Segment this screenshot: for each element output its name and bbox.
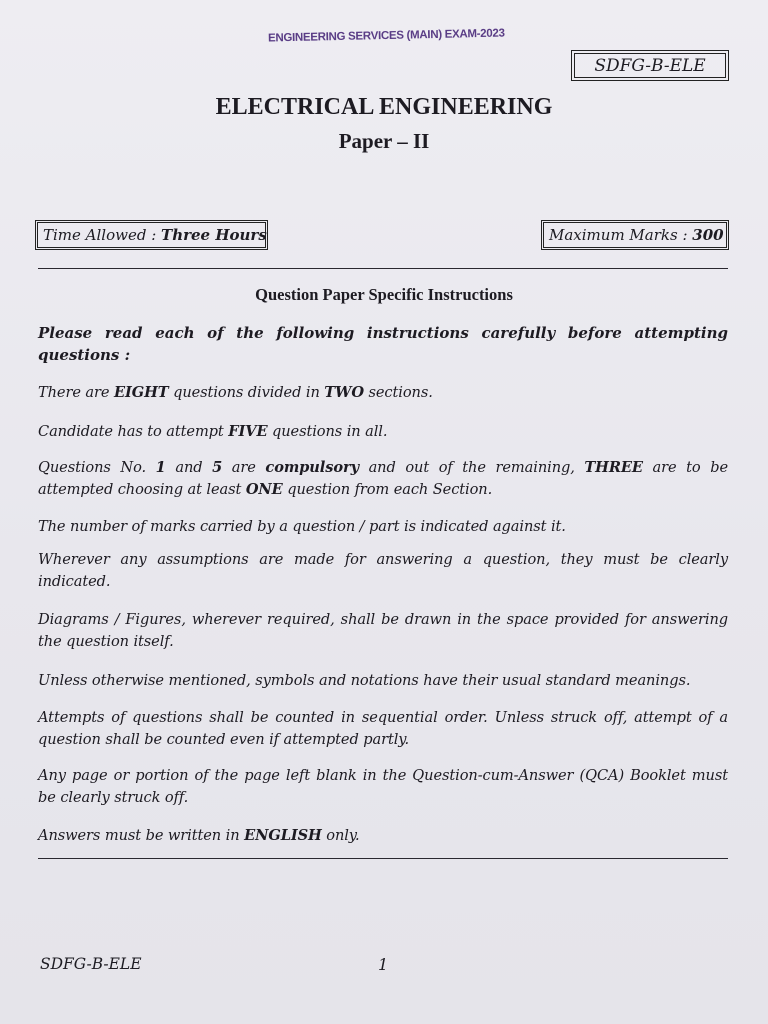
top-divider [38,268,728,269]
instruction-item: Wherever any assumptions are made for answering a question, they must be clearly indicated. [38,551,728,590]
page-number: 1 [378,955,389,974]
maximum-marks-box [543,222,727,248]
instruction-item: Attempts of questions shall be counted in sequential order. Unless struck off, attempt of a question shall be counted even if attempted partly. [38,709,728,748]
footer-paper-code: SDFG-B-ELE [40,955,142,973]
instruction-item: Answers must be written in ENGLISH only. [38,827,360,844]
instruction-item: Diagrams / Figures, wherever required, shall be drawn in the space provided for answering the question itself. [38,611,728,650]
instruction-item: Any page or portion of the page left blank in the Question-cum-Answer (QCA) Booklet must be clearly struck off. [38,767,728,806]
time-allowed-value: Three Hours [161,226,267,244]
time-allowed-box [37,222,266,248]
instruction-item: Candidate has to attempt FIVE questions in all. [38,423,388,440]
section-heading: Question Paper Specific Instructions [255,285,513,304]
maximum-marks-value: 300 [692,226,724,244]
page-title: ELECTRICAL ENGINEERING [215,94,553,120]
paper-code-box: SDFG-B-ELE [574,53,726,78]
paper-subtitle: Paper – II [338,129,430,153]
time-allowed-label: Time Allowed : [43,226,162,244]
exam-stamp: ENGINEERING SERVICES (MAIN) EXAM-2023 [267,27,505,45]
instruction-item: Questions No. 1 and 5 are compulsory and out of the remaining, THREE are to be attempted choosing at least ONE question from each Section. [38,459,729,498]
bottom-divider [38,858,728,859]
maximum-marks-label: Maximum Marks : [549,226,693,244]
instruction-item: Unless otherwise mentioned, symbols and notations have their usual standard meanings. [38,672,691,689]
instruction-item: There are EIGHT questions divided in TWO sections. [38,384,433,401]
instruction-item: The number of marks carried by a question / part is indicated against it. [38,518,566,535]
instructions-intro: Please read each of the following instructions carefully before attempting questions : [38,324,728,364]
